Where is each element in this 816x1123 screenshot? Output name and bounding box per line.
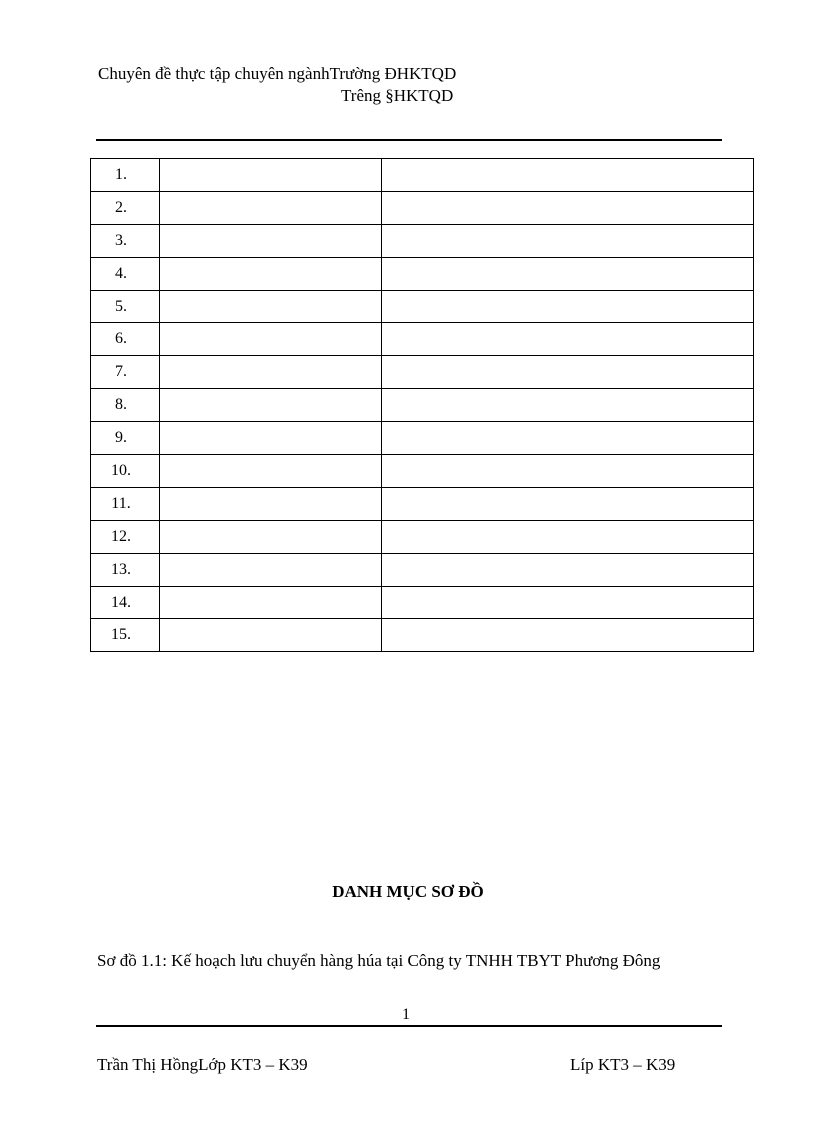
row-cell-3 [382, 290, 754, 323]
row-cell-2 [160, 619, 382, 652]
row-number: 4. [91, 257, 160, 290]
row-number: 3. [91, 224, 160, 257]
table-row [91, 586, 754, 619]
row-cell-2 [160, 553, 382, 586]
row-cell-3 [382, 619, 754, 652]
row-cell-3 [382, 455, 754, 488]
row-number: 14. [91, 586, 160, 619]
page-number: 1 [402, 1006, 410, 1023]
table-row [91, 422, 754, 455]
row-cell-3 [382, 520, 754, 553]
row-number: 8. [91, 389, 160, 422]
row-number: 6. [91, 323, 160, 356]
table-row [91, 520, 754, 553]
diagram-list-item: Sơ đồ 1.1: Kế hoạch lưu chuyển hàng húa tại Công ty TNHH TBYT Phương Đông [97, 951, 661, 970]
row-cell-2 [160, 422, 382, 455]
row-cell-2 [160, 191, 382, 224]
row-cell-2 [160, 323, 382, 356]
row-cell-3 [382, 422, 754, 455]
table-row [91, 487, 754, 520]
table-row [91, 619, 754, 652]
footer-author: Trần Thị HồngLớp KT3 – K39 [97, 1055, 308, 1074]
row-number: 2. [91, 191, 160, 224]
table-row [91, 553, 754, 586]
row-cell-3 [382, 159, 754, 192]
table-row [91, 389, 754, 422]
table-row [91, 191, 754, 224]
row-number: 1. [91, 159, 160, 192]
row-cell-3 [382, 191, 754, 224]
header-subtitle: Trêng §HKTQD [341, 86, 454, 105]
row-number: 9. [91, 422, 160, 455]
row-cell-3 [382, 356, 754, 389]
row-number: 13. [91, 553, 160, 586]
row-cell-2 [160, 586, 382, 619]
row-number: 5. [91, 290, 160, 323]
row-number: 7. [91, 356, 160, 389]
table-row [91, 224, 754, 257]
footer-class: Líp KT3 – K39 [570, 1055, 676, 1074]
header-title: Chuyên đề thực tập chuyên ngànhTrường ĐHKTQD [98, 64, 457, 83]
row-cell-2 [160, 520, 382, 553]
section-title: DANH MỤC SƠ ĐỒ [332, 882, 484, 901]
row-cell-2 [160, 159, 382, 192]
row-cell-3 [382, 487, 754, 520]
row-cell-3 [382, 389, 754, 422]
table-row [91, 257, 754, 290]
row-cell-2 [160, 389, 382, 422]
table-row [91, 159, 754, 192]
footer-rule [96, 1025, 722, 1027]
row-cell-3 [382, 323, 754, 356]
table-row [91, 290, 754, 323]
table-row [91, 455, 754, 488]
row-number: 12. [91, 520, 160, 553]
row-cell-2 [160, 290, 382, 323]
table-row [91, 323, 754, 356]
list-table [90, 158, 754, 652]
row-cell-3 [382, 553, 754, 586]
header-rule [96, 139, 722, 141]
row-cell-2 [160, 257, 382, 290]
row-cell-3 [382, 257, 754, 290]
row-cell-3 [382, 586, 754, 619]
row-number: 10. [91, 455, 160, 488]
row-number: 15. [91, 619, 160, 652]
row-cell-2 [160, 224, 382, 257]
row-cell-3 [382, 224, 754, 257]
row-cell-2 [160, 356, 382, 389]
table-row [91, 356, 754, 389]
row-number: 11. [91, 487, 160, 520]
row-cell-2 [160, 455, 382, 488]
row-cell-2 [160, 487, 382, 520]
